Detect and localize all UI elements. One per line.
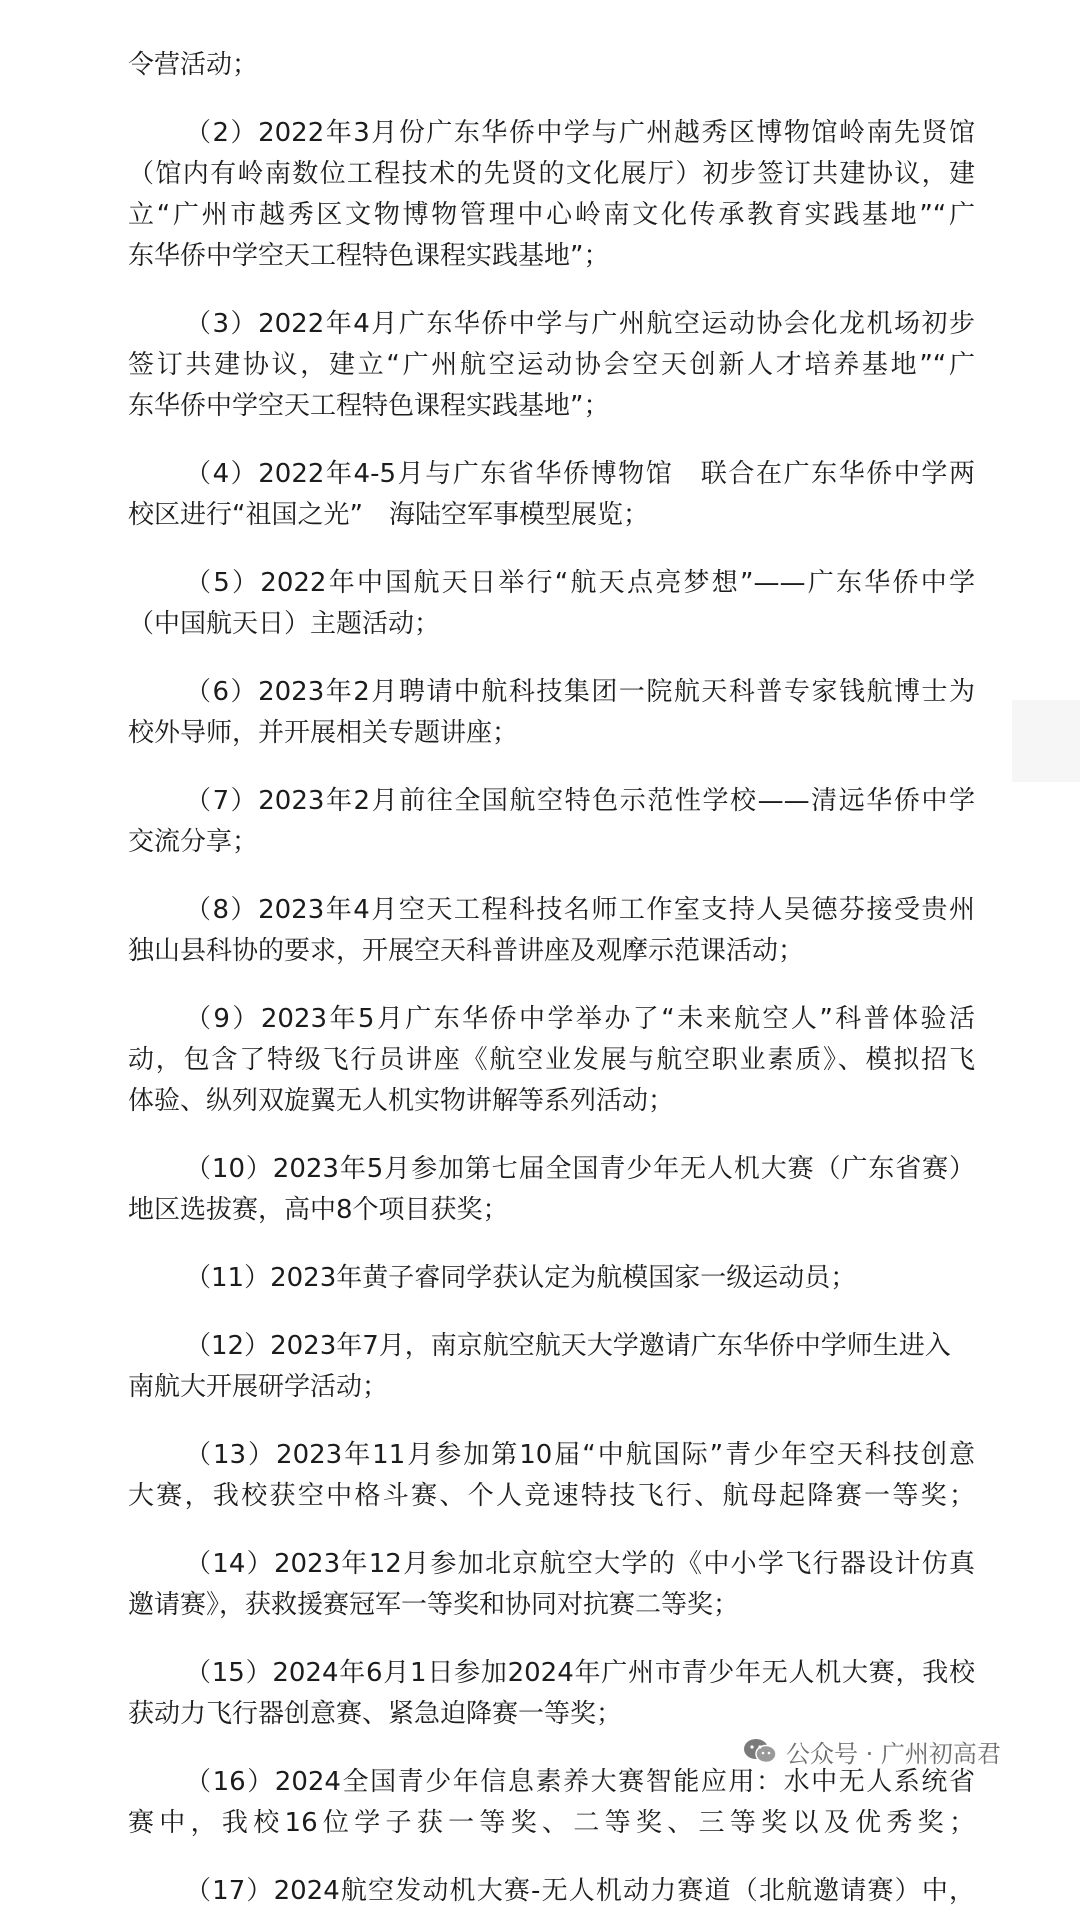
text-line-20: 动，包含了特级飞行员讲座《航空业发展与航空职业素质》、模拟招飞 — [128, 1045, 975, 1075]
text-line-23: 地区选拔赛，高中8个项目获奖； — [128, 1195, 509, 1225]
wechat-icon — [742, 1737, 778, 1765]
text-line-2: （2）2022年3月份广东华侨中学与广州越秀区博物馆岭南先贤馆 — [185, 118, 975, 148]
text-line-29: （14）2023年12月参加北京航空大学的《中小学飞行器设计仿真 — [185, 1549, 975, 1579]
text-line-3: （馆内有岭南数位工程技术的先贤的文化展厅）初步签订共建协议，建 — [128, 159, 975, 189]
watermark-text: 公众号 · 广州初高君 — [786, 1739, 1001, 1768]
text-line-7: 签订共建协议，建立“广州航空运动协会空天创新人才培养基地”“广 — [128, 350, 975, 380]
text-line-14: 校外导师，并开展相关专题讲座； — [128, 718, 519, 748]
text-line-21: 体验、纵列双旋翼无人机实物讲解等系列活动； — [128, 1086, 675, 1116]
watermark — [742, 1733, 1001, 1769]
text-line-34: 赛中，我校16位学子获一等奖、二等奖、三等奖以及优秀奖； — [128, 1808, 975, 1838]
text-line-6: （3）2022年4月广东华侨中学与广州航空运动协会化龙机场初步 — [185, 309, 975, 339]
edge-decoration — [1012, 700, 1080, 782]
text-line-35: （17）2024航空发动机大赛-无人机动力赛道（北航邀请赛）中， — [185, 1876, 975, 1906]
text-line-5: 东华侨中学空天工程特色课程实践基地”； — [128, 241, 610, 271]
text-line-30: 邀请赛》，获救援赛冠军一等奖和协同对抗赛二等奖； — [128, 1590, 740, 1620]
text-line-13: （6）2023年2月聘请中航科技集团一院航天科普专家钱航博士为 — [185, 677, 975, 707]
text-line-12: （中国航天日）主题活动； — [128, 609, 441, 639]
text-line-27: （13）2023年11月参加第10届“中航国际”青少年空天科技创意 — [185, 1440, 975, 1470]
text-line-10: 校区进行“祖国之光” 海陆空军事模型展览； — [128, 500, 649, 530]
text-line-18: 独山县科协的要求，开展空天科普讲座及观摩示范课活动； — [128, 936, 805, 966]
text-line-9: （4）2022年4-5月与广东省华侨博物馆 联合在广东华侨中学两 — [185, 459, 975, 489]
text-line-15: （7）2023年2月前往全国航空特色示范性学校——清远华侨中学 — [185, 786, 975, 816]
text-line-17: （8）2023年4月空天工程科技名师工作室支持人吴德芬接受贵州 — [185, 895, 975, 925]
text-line-22: （10）2023年5月参加第七届全国青少年无人机大赛（广东省赛） — [185, 1154, 975, 1184]
text-line-1: 令营活动； — [128, 50, 259, 80]
text-line-24: （11）2023年黄子睿同学获认定为航模国家一级运动员； — [185, 1263, 857, 1293]
text-line-32: 获动力飞行器创意赛、紧急迫降赛一等奖； — [128, 1699, 623, 1729]
text-line-25: （12）2023年7月，南京航空航天大学邀请广东华侨中学师生进入 — [185, 1331, 951, 1361]
text-line-16: 交流分享； — [128, 827, 259, 857]
text-line-33: （16）2024全国青少年信息素养大赛智能应用：水中无人系统省 — [185, 1767, 975, 1797]
text-line-4: 立“广州市越秀区文物博物管理中心岭南文化传承教育实践基地”“广 — [128, 200, 975, 230]
text-line-11: （5）2022年中国航天日举行“航天点亮梦想”——广东华侨中学 — [185, 568, 975, 598]
text-line-19: （9）2023年5月广东华侨中学举办了“未来航空人”科普体验活 — [185, 1004, 975, 1034]
text-line-31: （15）2024年6月1日参加2024年广州市青少年无人机大赛，我校 — [185, 1658, 975, 1688]
text-line-26: 南航大开展研学活动； — [128, 1372, 389, 1402]
text-line-28: 大赛，我校获空中格斗赛、个人竞速特技飞行、航母起降赛一等奖； — [128, 1481, 975, 1511]
text-line-8: 东华侨中学空天工程特色课程实践基地”； — [128, 391, 610, 421]
